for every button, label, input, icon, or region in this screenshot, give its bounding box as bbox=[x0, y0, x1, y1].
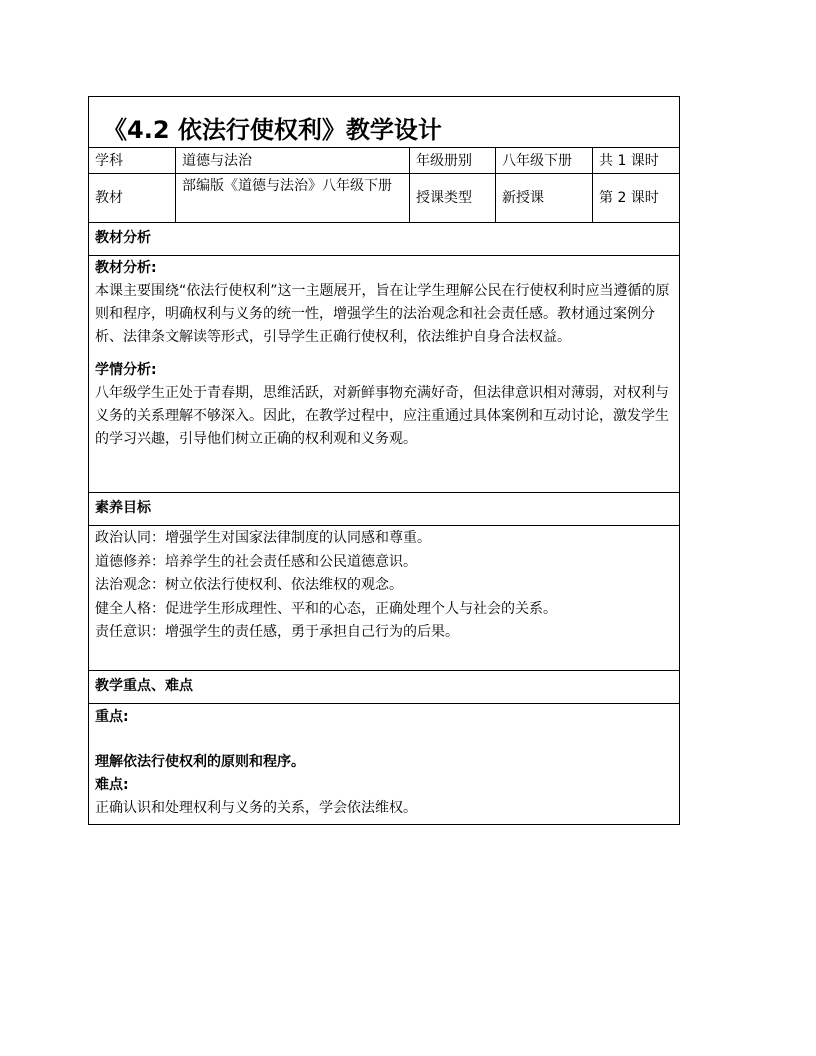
key-points-body-row bbox=[89, 704, 680, 825]
difficult-point-text: 正确认识和处理权利与义务的关系，学会依法维权。 bbox=[95, 800, 417, 816]
textbook-label: 教材 bbox=[89, 174, 176, 223]
goals-body bbox=[89, 526, 680, 671]
key-points-heading: 教学重点、难点 bbox=[95, 678, 193, 694]
total-hours: 共 1 课时 bbox=[593, 148, 680, 174]
info-row-textbook bbox=[89, 174, 680, 223]
goal-item: 责任意识：增强学生的责任感，勇于承担自己行为的后果。 bbox=[95, 624, 459, 640]
analysis-heading: 教材分析 bbox=[95, 230, 151, 246]
title-cell bbox=[89, 97, 680, 148]
subject-value: 道德与法治 bbox=[176, 148, 410, 174]
difficult-point-label: 难点: bbox=[95, 777, 129, 793]
grade-label: 年级册别 bbox=[410, 148, 496, 174]
document-title: 《4.2 依法行使权利》教学设计 bbox=[103, 116, 442, 144]
key-points-body bbox=[89, 704, 680, 825]
student-analysis-text: 八年级学生正处于青春期，思维活跃，对新鲜事物充满好奇，但法律意识相对薄弱，对权利与义务的关系理解不够深入。因此，在教学过程中，应注重通过具体案例和互动讨论，激发学生的学习兴趣，引导他们树立正确的权利观和义务观。 bbox=[95, 385, 669, 447]
analysis-heading-row bbox=[89, 223, 680, 256]
material-analysis-title: 教材分析: bbox=[95, 260, 157, 276]
key-points-heading-row bbox=[89, 671, 680, 704]
subject-label: 学科 bbox=[89, 148, 176, 174]
key-point-text: 理解依法行使权利的原则和程序。 bbox=[95, 754, 305, 770]
key-point-label: 重点: bbox=[95, 709, 129, 725]
goal-item: 健全人格：促进学生形成理性、平和的心态，正确处理个人与社会的关系。 bbox=[95, 600, 557, 617]
lesson-type-value: 新授课 bbox=[496, 174, 593, 223]
grade-value: 八年级下册 bbox=[496, 148, 593, 174]
info-row-subject bbox=[89, 148, 680, 174]
goals-heading: 素养目标 bbox=[95, 500, 151, 516]
goal-item: 政治认同：增强学生对国家法律制度的认同感和尊重。 bbox=[95, 530, 431, 546]
textbook-value: 部编版《道德与法治》八年级下册 bbox=[176, 174, 410, 223]
lesson-plan-table bbox=[88, 96, 680, 825]
goal-item: 法治观念：树立依法行使权利、依法维权的观念。 bbox=[95, 577, 403, 593]
material-analysis-text: 本课主要围绕“依法行使权利”这一主题展开，旨在让学生理解公民在行使权利时应当遵循的原则和程序，明确权利与义务的统一性，增强学生的法治观念和社会责任感。教材通过案例分析、法律条文解读等形式，引导学生正确行使权利，依法维护自身合法权益。 bbox=[95, 283, 670, 345]
analysis-body-row bbox=[89, 256, 680, 493]
goals-body-row bbox=[89, 526, 680, 671]
lesson-plan-document bbox=[88, 96, 679, 825]
goal-item: 道德修养：培养学生的社会责任感和公民道德意识。 bbox=[95, 553, 417, 570]
analysis-body bbox=[89, 256, 680, 493]
lesson-type-label: 授课类型 bbox=[410, 174, 496, 223]
goals-heading-row bbox=[89, 493, 680, 526]
student-analysis-title: 学情分析: bbox=[95, 362, 157, 378]
lesson-number: 第 2 课时 bbox=[593, 174, 680, 223]
